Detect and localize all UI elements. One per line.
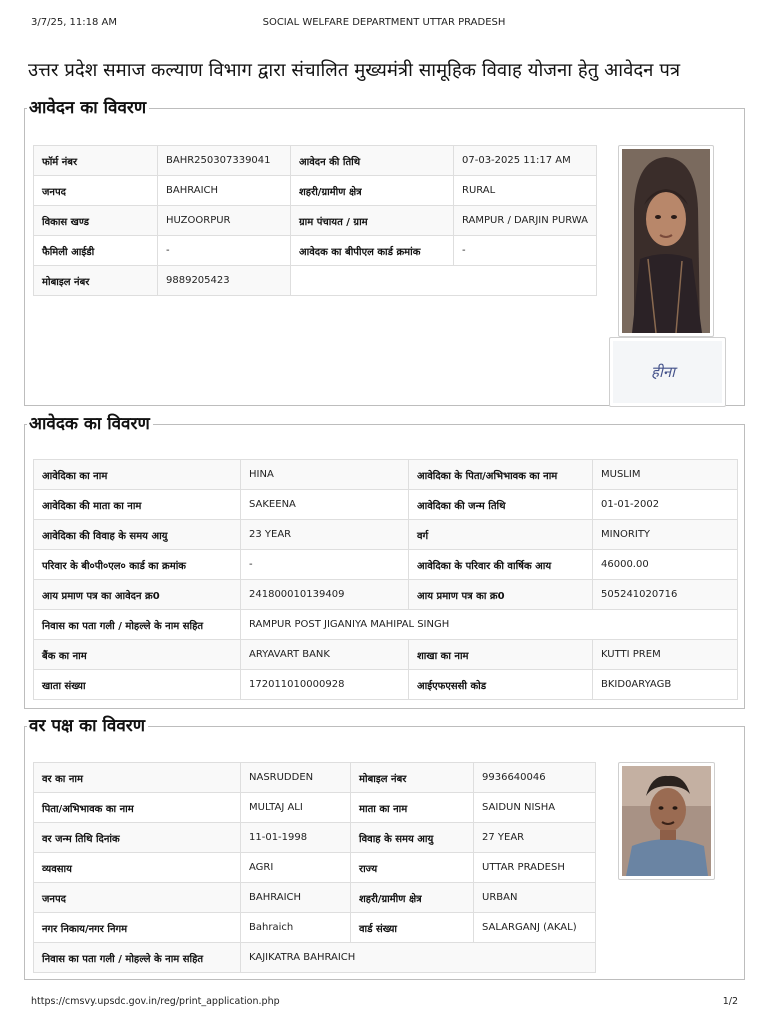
field-value: MULTAJ ALI <box>241 793 351 823</box>
table-row <box>34 883 596 913</box>
field-value: 27 YEAR <box>474 823 596 853</box>
field-value: 9936640046 <box>474 763 596 793</box>
field-value: RAMPUR / DARJIN PURWA <box>454 206 597 236</box>
table-row <box>34 550 738 580</box>
field-value: MINORITY <box>593 520 738 550</box>
field-label: आवेदन की तिथि <box>291 146 454 176</box>
field-value: AGRI <box>241 853 351 883</box>
groom-details-section <box>24 716 745 980</box>
field-label: फैमिली आईडी <box>34 236 158 266</box>
field-label: आवेदिका के पिता/अभिभावक का नाम <box>409 460 593 490</box>
print-department: SOCIAL WELFARE DEPARTMENT UTTAR PRADESH <box>262 17 506 28</box>
field-value: BAHRAICH <box>241 883 351 913</box>
field-value: 9889205423 <box>158 266 291 296</box>
table-row <box>34 640 738 670</box>
empty-cell <box>291 266 597 296</box>
table-row <box>34 793 596 823</box>
field-value: - <box>454 236 597 266</box>
field-label: आवेदिका के परिवार की वार्षिक आय <box>409 550 593 580</box>
field-label: परिवार के बी०पी०एल० कार्ड का क्रमांक <box>34 550 241 580</box>
field-label: पिता/अभिभावक का नाम <box>34 793 241 823</box>
field-label: मोबाइल नंबर <box>351 763 474 793</box>
table-row <box>34 853 596 883</box>
field-label: नगर निकाय/नगर निगम <box>34 913 241 943</box>
field-label: बैंक का नाम <box>34 640 241 670</box>
field-value: SAIDUN NISHA <box>474 793 596 823</box>
field-label: आवेदिका की माता का नाम <box>34 490 241 520</box>
table-row <box>34 520 738 550</box>
field-value: - <box>241 550 409 580</box>
applicant-photo-image <box>622 149 710 333</box>
field-label: आवेदिका की जन्म तिथि <box>409 490 593 520</box>
application-details-section <box>24 98 745 406</box>
field-label: व्यवसाय <box>34 853 241 883</box>
table-row <box>34 610 738 640</box>
field-value: 172011010000928 <box>241 670 409 700</box>
field-label: आवेदक का बीपीएल कार्ड क्रमांक <box>291 236 454 266</box>
field-label: आवेदिका की विवाह के समय आयु <box>34 520 241 550</box>
table-row <box>34 490 738 520</box>
field-value: 07-03-2025 11:17 AM <box>454 146 597 176</box>
table-row <box>34 913 596 943</box>
table-row <box>34 580 738 610</box>
field-label: फॉर्म नंबर <box>34 146 158 176</box>
signature-drawing <box>613 341 722 403</box>
field-value: 505241020716 <box>593 580 738 610</box>
field-label: वर का नाम <box>34 763 241 793</box>
application-details-title: आवेदन का विवरण <box>29 98 147 118</box>
table-row <box>34 460 738 490</box>
field-label: शहरी/ग्रामीण क्षेत्र <box>291 176 454 206</box>
table-row <box>34 670 738 700</box>
field-value: Bahraich <box>241 913 351 943</box>
field-value: RAMPUR POST JIGANIYA MAHIPAL SINGH <box>241 610 738 640</box>
field-label: विकास खण्ड <box>34 206 158 236</box>
groom-details-table <box>33 762 596 973</box>
field-label: आईएफएससी कोड <box>409 670 593 700</box>
page-title: उत्तर प्रदेश समाज कल्याण विभाग द्वारा संचालित मुख्यमंत्री सामूहिक विवाह योजना हेतु आवेदन पत्र <box>28 60 681 81</box>
field-label: खाता संख्या <box>34 670 241 700</box>
field-value: 01-01-2002 <box>593 490 738 520</box>
signature-image <box>613 341 722 403</box>
table-row <box>34 236 597 266</box>
field-value: RURAL <box>454 176 597 206</box>
field-label: आय प्रमाण पत्र का क्र0 <box>409 580 593 610</box>
field-value: BAHR250307339041 <box>158 146 291 176</box>
table-row <box>34 266 597 296</box>
field-value: HUZOORPUR <box>158 206 291 236</box>
field-value: URBAN <box>474 883 596 913</box>
groom-photo-image <box>622 766 711 876</box>
groom-photo <box>618 762 715 880</box>
field-value: BAHRAICH <box>158 176 291 206</box>
field-label: निवास का पता गली / मोहल्ले के नाम सहित <box>34 943 241 973</box>
signature-text: हीना <box>651 363 676 381</box>
field-value: 11-01-1998 <box>241 823 351 853</box>
groom-details-title: वर पक्ष का विवरण <box>29 716 146 736</box>
table-row <box>34 763 596 793</box>
print-datetime: 3/7/25, 11:18 AM <box>31 17 118 28</box>
field-value: 46000.00 <box>593 550 738 580</box>
table-row <box>34 206 597 236</box>
application-details-table <box>33 145 597 296</box>
field-value: NASRUDDEN <box>241 763 351 793</box>
print-header <box>0 0 768 40</box>
field-value: MUSLIM <box>593 460 738 490</box>
field-label: वर्ग <box>409 520 593 550</box>
field-label: आय प्रमाण पत्र का आवेदन क्र0 <box>34 580 241 610</box>
field-value: KAJIKATRA BAHRAICH <box>241 943 596 973</box>
field-label: शहरी/ग्रामीण क्षेत्र <box>351 883 474 913</box>
field-label: माता का नाम <box>351 793 474 823</box>
field-value: SAKEENA <box>241 490 409 520</box>
applicant-details-section <box>24 414 745 709</box>
person-silhouette-icon <box>622 149 710 333</box>
field-label: शाखा का नाम <box>409 640 593 670</box>
page-url: https://cmsvy.upsdc.gov.in/reg/print_application.php <box>31 996 280 1007</box>
field-label: आवेदिका का नाम <box>34 460 241 490</box>
field-label: राज्य <box>351 853 474 883</box>
field-label: मोबाइल नंबर <box>34 266 158 296</box>
field-label: निवास का पता गली / मोहल्ले के नाम सहित <box>34 610 241 640</box>
table-row <box>34 176 597 206</box>
applicant-details-title: आवेदक का विवरण <box>29 414 150 434</box>
field-value: BKID0ARYAGB <box>593 670 738 700</box>
field-label: विवाह के समय आयु <box>351 823 474 853</box>
table-row <box>34 943 596 973</box>
person-silhouette-icon <box>622 766 711 876</box>
field-value: HINA <box>241 460 409 490</box>
field-label: जनपद <box>34 176 158 206</box>
field-value: 23 YEAR <box>241 520 409 550</box>
page-number: 1/2 <box>722 996 738 1007</box>
field-value: KUTTI PREM <box>593 640 738 670</box>
field-label: जनपद <box>34 883 241 913</box>
field-value: - <box>158 236 291 266</box>
field-value: SALARGANJ (AKAL) <box>474 913 596 943</box>
field-value: ARYAVART BANK <box>241 640 409 670</box>
table-row <box>34 146 597 176</box>
applicant-photo <box>618 145 714 337</box>
table-row <box>34 823 596 853</box>
applicant-details-table <box>33 459 738 700</box>
field-value: UTTAR PRADESH <box>474 853 596 883</box>
applicant-signature <box>609 337 726 407</box>
field-label: वर जन्म तिथि दिनांक <box>34 823 241 853</box>
field-label: ग्राम पंचायत / ग्राम <box>291 206 454 236</box>
field-value: 241800010139409 <box>241 580 409 610</box>
field-label: वार्ड संख्या <box>351 913 474 943</box>
